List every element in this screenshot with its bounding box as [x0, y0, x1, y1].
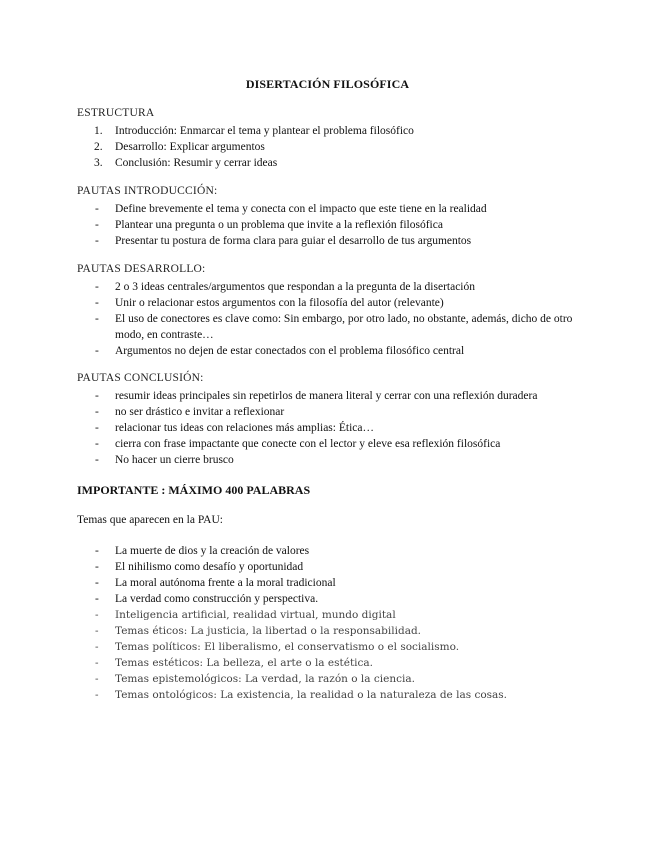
- list-item-text: resumir ideas principales sin repetirlos de manera literal y cerrar con una reflexión duradera: [115, 390, 538, 402]
- list-item: [77, 687, 577, 703]
- list-item-text: Unir o relacionar estos argumentos con la filosofía del autor (relevante): [115, 297, 444, 309]
- bullet: -: [95, 625, 99, 637]
- list-item-text: cierra con frase impactante que conecte con el lector y eleve esa reflexión filosófica: [115, 438, 501, 450]
- list-item-text: Temas estéticos: La belleza, el arte o la estética.: [115, 657, 373, 669]
- list-item: [77, 343, 577, 359]
- list-item-text: Argumentos no dejen de estar conectados con el problema filosófico central: [115, 345, 465, 357]
- list-item-text: Temas epistemológicos: La verdad, la razón o la ciencia.: [115, 673, 415, 685]
- bullet: -: [95, 235, 99, 247]
- bullet: -: [95, 219, 99, 231]
- introduccion-list: [77, 201, 577, 249]
- list-item: [77, 420, 577, 436]
- document-title: DISERTACIÓN FILOSÓFICA: [245, 77, 410, 91]
- list-item: [77, 655, 577, 671]
- list-item-text: relacionar tus ideas con relaciones más amplias: Ética…: [115, 422, 374, 434]
- list-item-text: Temas ontológicos: La existencia, la realidad o la naturaleza de las cosas.: [115, 689, 508, 701]
- bullet: -: [95, 593, 99, 605]
- bullet: -: [95, 345, 99, 357]
- bullet: -: [95, 673, 99, 685]
- list-number: 3.: [94, 157, 103, 169]
- desarrollo-list: [77, 279, 577, 359]
- bullet: -: [95, 390, 99, 402]
- bullet: -: [95, 406, 99, 418]
- bullet: -: [95, 641, 99, 653]
- bullet: -: [95, 561, 99, 573]
- bullet: -: [95, 281, 99, 293]
- list-item: [77, 452, 577, 468]
- list-item-text: Plantear una pregunta o un problema que invite a la reflexión filosófica: [115, 219, 443, 231]
- important-note: IMPORTANTE : MÁXIMO 400 PALABRAS: [77, 483, 311, 497]
- bullet: -: [95, 297, 99, 309]
- list-item: [77, 575, 577, 591]
- list-item-text: Inteligencia artificial, realidad virtual, mundo digital: [115, 609, 396, 621]
- bullet: -: [95, 203, 99, 215]
- list-item: [77, 388, 577, 404]
- list-item-text: no ser drástico e invitar a reflexionar: [115, 406, 285, 418]
- list-item: [77, 671, 577, 687]
- list-item: [77, 295, 577, 311]
- list-item: [77, 639, 577, 655]
- list-item: [77, 591, 577, 607]
- list-item-text: No hacer un cierre brusco: [115, 454, 234, 466]
- list-item-text: La muerte de dios y la creación de valores: [115, 545, 310, 557]
- list-item: [77, 279, 577, 295]
- list-item-text: El uso de conectores es clave como: Sin embargo, por otro lado, no obstante, además, dicho de otro modo, en contraste…: [115, 313, 573, 341]
- introduccion-heading: PAUTAS INTRODUCCIÓN:: [77, 185, 218, 197]
- list-number: 1.: [94, 125, 103, 137]
- bullet: -: [95, 545, 99, 557]
- list-item-text: 2 o 3 ideas centrales/argumentos que respondan a la pregunta de la disertación: [115, 281, 475, 293]
- list-number: 2.: [94, 141, 103, 153]
- list-item-text: Introducción: Enmarcar el tema y plantear el problema filosófico: [115, 125, 414, 137]
- list-item-text: El nihilismo como desafío y oportunidad: [115, 561, 304, 573]
- list-item-text: Temas políticos: El liberalismo, el conservatismo o el socialismo.: [115, 641, 460, 653]
- list-item-text: La moral autónoma frente a la moral tradicional: [115, 577, 336, 589]
- list-item: [77, 139, 577, 155]
- list-item: [77, 201, 577, 217]
- list-item: [77, 543, 577, 559]
- list-item: [77, 233, 577, 249]
- list-item: [77, 404, 577, 420]
- bullet: -: [95, 422, 99, 434]
- estructura-list: [77, 123, 577, 171]
- temas-list: [77, 543, 577, 703]
- bullet: -: [95, 438, 99, 450]
- conclusion-heading: PAUTAS CONCLUSIÓN:: [77, 372, 204, 384]
- bullet: -: [95, 657, 99, 669]
- conclusion-list: [77, 388, 577, 468]
- estructura-heading: ESTRUCTURA: [77, 107, 155, 119]
- bullet: -: [95, 609, 99, 621]
- list-item-text: Temas éticos: La justicia, la libertad o la responsabilidad.: [115, 625, 422, 637]
- list-item: [77, 217, 577, 233]
- list-item: [77, 607, 577, 623]
- list-item-text: Desarrollo: Explicar argumentos: [115, 141, 265, 153]
- list-item-text: La verdad como construcción y perspectiva.: [115, 593, 319, 605]
- temas-heading: Temas que aparecen en la PAU:: [77, 514, 223, 526]
- list-item-text: Define brevemente el tema y conecta con el impacto que este tiene en la realidad: [115, 203, 487, 215]
- list-item: [77, 559, 577, 575]
- desarrollo-heading: PAUTAS DESARROLLO:: [77, 263, 206, 275]
- bullet: -: [95, 313, 99, 325]
- list-item: [77, 123, 577, 139]
- list-item-text: Presentar tu postura de forma clara para guiar el desarrollo de tus argumentos: [115, 235, 472, 247]
- list-item: [77, 155, 577, 171]
- bullet: -: [95, 577, 99, 589]
- list-item: [77, 436, 577, 452]
- list-item: [77, 311, 577, 343]
- bullet: -: [95, 454, 99, 466]
- list-item-text: Conclusión: Resumir y cerrar ideas: [115, 157, 278, 169]
- bullet: -: [95, 689, 99, 701]
- list-item: [77, 623, 577, 639]
